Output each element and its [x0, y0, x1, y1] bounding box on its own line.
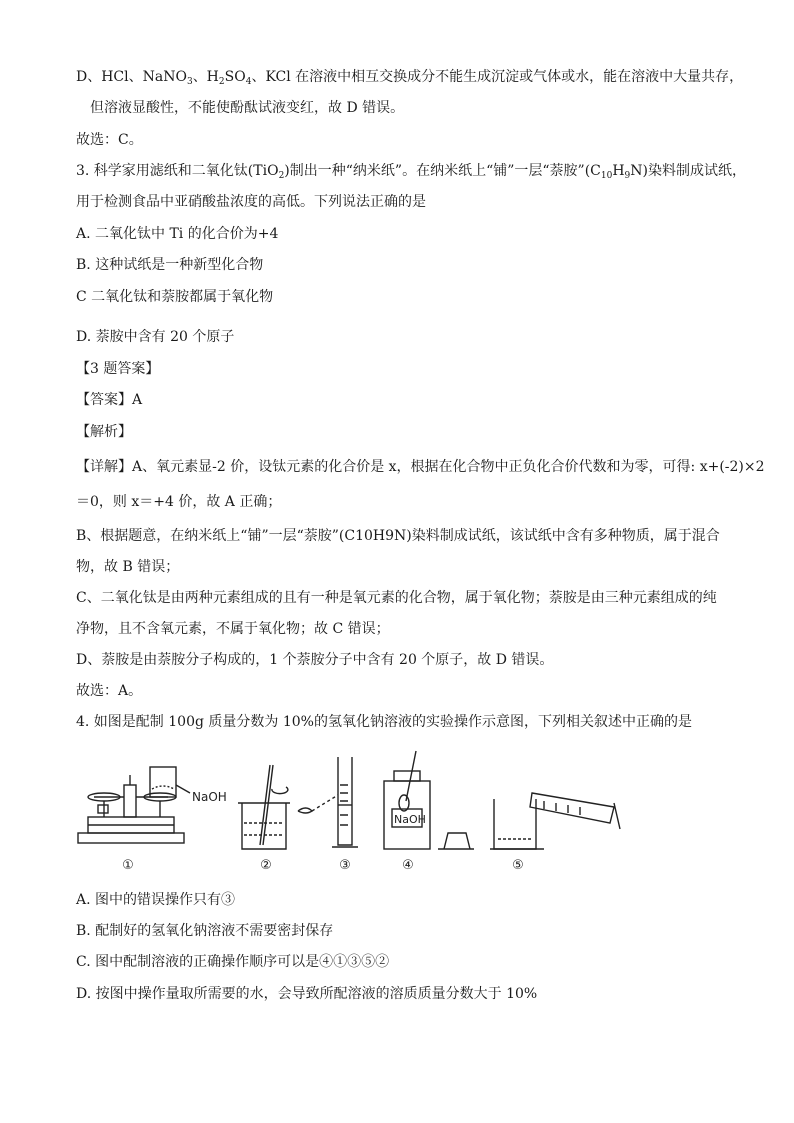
fig-step3: ③	[339, 858, 351, 873]
p2-choose: 故选：C。	[76, 132, 143, 148]
q3-detail-line3: B、根据题意，在纳米纸上“铺”一层“萘胺”(C10H9N)染料制成试纸，该试纸中含有多种物质，属于混合	[76, 528, 720, 544]
q3-answer-title: 【3 题答案】	[76, 361, 160, 377]
q3-detail-line4: 物，故 B 错误；	[76, 559, 180, 575]
measuring-cylinder-icon	[298, 757, 358, 847]
balance-icon	[78, 767, 190, 843]
q3-option-b: B. 这种试纸是一种新型化合物	[76, 257, 264, 273]
experiment-figure	[74, 745, 634, 880]
q3-option-d: D. 萘胺中含有 20 个原子	[76, 329, 235, 345]
q3-choose: 故选：A。	[76, 683, 143, 699]
fig-step1: ①	[122, 858, 134, 873]
q3-option-c: C 二氧化钛和萘胺都属于氧化物	[76, 289, 274, 305]
q3-detail-line7: D、萘胺是由萘胺分子构成的，1 个萘胺分子中含有 20 个原子，故 D 错误。	[76, 652, 554, 668]
q3-stem-line1	[76, 162, 746, 180]
q3-answer: 【答案】A	[76, 392, 143, 408]
q3-detail-line1: 【详解】A、氧元素显-2 价，设钛元素的化合价是 x，根据在化合物中正负化合价代数和为零，可得: x+(-2)×2	[76, 459, 765, 475]
q3-stem-part: )制出一种“纳米纸”。在纳米纸上“铺”一层“萘胺”(C	[284, 163, 601, 179]
q3-detail-line6: 净物，且不含氧元素，不属于氧化物；故 C 错误；	[76, 621, 390, 637]
q3-option-a: A. 二氧化钛中 Ti 的化合价为+4	[76, 226, 279, 242]
q3-stem-part: N)染料制成试纸，	[630, 163, 746, 179]
q4-option-c: C. 图中配制溶液的正确操作顺序可以是④①③⑤②	[76, 954, 390, 970]
p2-d-line1-part: 、KCl 在溶液中相互交换成分不能生成沉淀或气体或水，能在溶液中大量共存，	[251, 69, 744, 85]
q3-analysis-heading: 【解析】	[76, 424, 132, 440]
q4-option-d: D. 按图中操作量取所需要的水，会导致所配溶液的溶质质量分数大于 10%	[76, 986, 538, 1002]
q4-stem: 4. 如图是配制 100g 质量分数为 10%的氢氧化钠溶液的实验操作示意图，下列相关叙述中正确的是	[76, 714, 692, 730]
p2-d-line1-part: SO	[224, 69, 246, 85]
fig-bottle-label: NaOH	[394, 813, 426, 826]
subscript: 2	[278, 171, 285, 181]
subscript: 10	[600, 171, 613, 181]
p2-d-line1-part: D、HCl、NaNO	[76, 69, 187, 85]
subscript: 3	[186, 77, 193, 87]
fig-naoh-label: NaOH	[192, 790, 227, 804]
q3-stem-line2: 用于检测食品中亚硝酸盐浓度的高低。下列说法正确的是	[76, 194, 426, 210]
reagent-bottle-icon	[384, 751, 474, 849]
p2-d-line1	[76, 68, 743, 86]
subscript: 2	[218, 77, 225, 87]
pouring-cylinder-icon	[490, 793, 620, 849]
fig-step2: ②	[260, 858, 272, 873]
q3-detail-line2: ＝0，则 x＝+4 价，故 A 正确；	[76, 494, 282, 510]
q4-option-a: A. 图中的错误操作只有③	[76, 892, 236, 908]
q3-stem-part: H	[612, 163, 625, 179]
subscript: 9	[624, 171, 631, 181]
fig-step5: ⑤	[512, 858, 524, 873]
subscript: 4	[245, 77, 252, 87]
q3-stem-part: 3. 科学家用滤纸和二氧化钛(TiO	[76, 163, 279, 179]
p2-d-line2: 但溶液显酸性，不能使酚酞试液变红，故 D 错误。	[90, 100, 405, 116]
p2-d-line1-part: 、H	[192, 69, 219, 85]
q4-option-b: B. 配制好的氢氧化钠溶液不需要密封保存	[76, 923, 334, 939]
beaker-stirring-icon	[238, 765, 290, 849]
q3-detail-line5: C、二氧化钛是由两种元素组成的且有一种是氧元素的化合物，属于氧化物；萘胺是由三种元素组成的纯	[76, 590, 717, 606]
fig-step4: ④	[402, 858, 414, 873]
